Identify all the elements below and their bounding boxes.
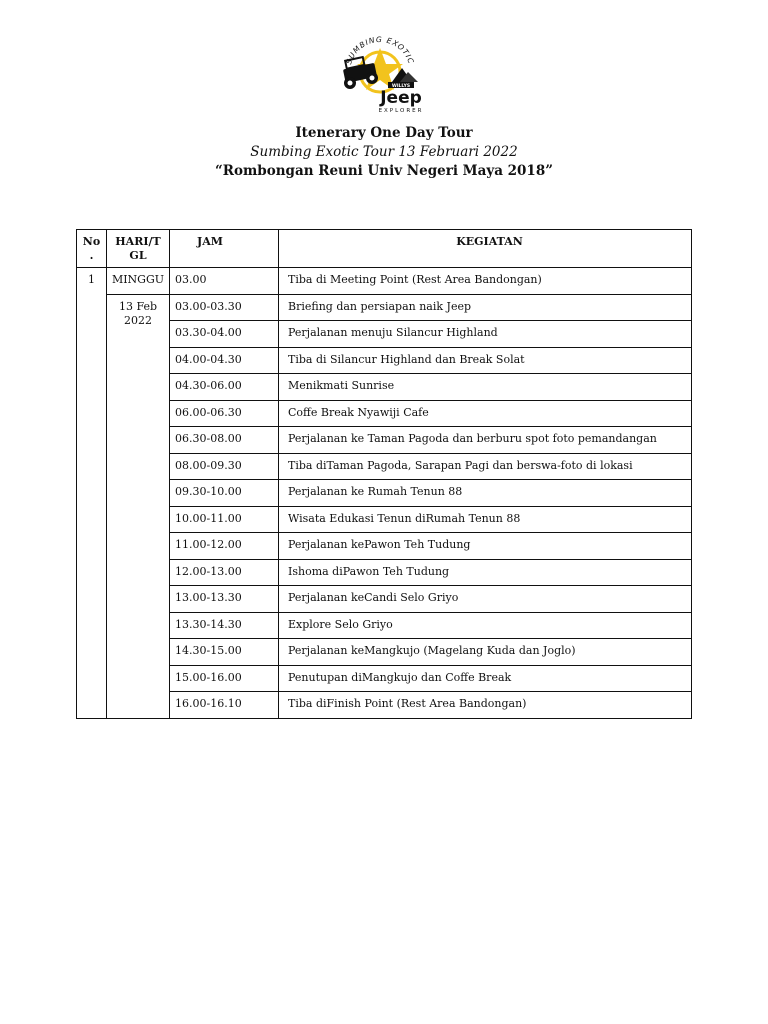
cell-no: 1 <box>77 268 107 719</box>
table-row <box>77 506 692 533</box>
cell-jam: 03.00 <box>170 268 279 295</box>
cell-kegiatan: Tiba diTaman Pagoda, Sarapan Pagi dan berswa-foto di lokasi <box>279 453 692 480</box>
document-group-name: “Rombongan Reuni Univ Negeri Maya 2018” <box>215 163 553 179</box>
column-header-kegiatan: KEGIATAN <box>279 230 692 268</box>
table-row <box>77 639 692 666</box>
sumbing-exotic-jeep-logo <box>330 30 430 116</box>
table-row <box>77 321 692 348</box>
cell-jam: 11.00-12.00 <box>170 533 279 560</box>
document-subtitle: Sumbing Exotic Tour 13 Februari 2022 <box>250 144 518 160</box>
cell-kegiatan: Coffe Break Nyawiji Cafe <box>279 400 692 427</box>
table-row <box>77 453 692 480</box>
table-row <box>77 374 692 401</box>
document-title: Itenerary One Day Tour <box>295 125 473 141</box>
svg-text:WILLYS: WILLYS <box>391 84 411 89</box>
svg-text:SUMBING EXOTIC: SUMBING EXOTIC <box>344 34 416 66</box>
cell-jam: 08.00-09.30 <box>170 453 279 480</box>
table-row <box>77 665 692 692</box>
cell-jam: 10.00-11.00 <box>170 506 279 533</box>
cell-jam: 13.00-13.30 <box>170 586 279 613</box>
cell-kegiatan: Penutupan diMangkujo dan Coffe Break <box>279 665 692 692</box>
cell-day-name: MINGGU <box>107 268 170 295</box>
cell-jam: 16.00-16.10 <box>170 692 279 719</box>
cell-jam: 09.30-10.00 <box>170 480 279 507</box>
table-row <box>77 400 692 427</box>
table-row <box>77 294 692 321</box>
column-header-day: HARI/T GL <box>107 230 170 268</box>
cell-jam: 13.30-14.30 <box>170 612 279 639</box>
document-header <box>0 124 768 181</box>
svg-text:EXPLORER: EXPLORER <box>378 108 424 114</box>
svg-text:Jeep: Jeep <box>380 88 422 108</box>
table-row <box>77 533 692 560</box>
table-row <box>77 268 692 295</box>
cell-kegiatan: Tiba diFinish Point (Rest Area Bandongan) <box>279 692 692 719</box>
cell-jam: 06.00-06.30 <box>170 400 279 427</box>
cell-date: 13 Feb 2022 <box>107 294 170 718</box>
table-row <box>77 480 692 507</box>
cell-kegiatan: Explore Selo Griyo <box>279 612 692 639</box>
cell-kegiatan: Ishoma diPawon Teh Tudung <box>279 559 692 586</box>
table-header-row <box>77 230 692 268</box>
table-row <box>77 586 692 613</box>
cell-kegiatan: Perjalanan keMangkujo (Magelang Kuda dan Joglo) <box>279 639 692 666</box>
cell-jam: 04.00-04.30 <box>170 347 279 374</box>
cell-jam: 03.30-04.00 <box>170 321 279 348</box>
cell-jam: 12.00-13.00 <box>170 559 279 586</box>
cell-jam: 06.30-08.00 <box>170 427 279 454</box>
cell-kegiatan: Tiba di Meeting Point (Rest Area Bandongan) <box>279 268 692 295</box>
cell-jam: 15.00-16.00 <box>170 665 279 692</box>
cell-kegiatan: Wisata Edukasi Tenun diRumah Tenun 88 <box>279 506 692 533</box>
column-header-no: No . <box>77 230 107 268</box>
itinerary-table <box>76 229 692 719</box>
cell-kegiatan: Perjalanan ke Rumah Tenun 88 <box>279 480 692 507</box>
cell-kegiatan: Perjalanan ke Taman Pagoda dan berburu spot foto pemandangan <box>279 427 692 454</box>
cell-kegiatan: Perjalanan keCandi Selo Griyo <box>279 586 692 613</box>
table-row <box>77 559 692 586</box>
table-row <box>77 427 692 454</box>
cell-jam: 04.30-06.00 <box>170 374 279 401</box>
table-row <box>77 692 692 719</box>
cell-jam: 03.00-03.30 <box>170 294 279 321</box>
cell-kegiatan: Perjalanan menuju Silancur Highland <box>279 321 692 348</box>
cell-kegiatan: Tiba di Silancur Highland dan Break Solat <box>279 347 692 374</box>
table-row <box>77 612 692 639</box>
cell-kegiatan: Briefing dan persiapan naik Jeep <box>279 294 692 321</box>
cell-kegiatan: Menikmati Sunrise <box>279 374 692 401</box>
table-row <box>77 347 692 374</box>
cell-kegiatan: Perjalanan kePawon Teh Tudung <box>279 533 692 560</box>
column-header-jam: JAM <box>170 230 279 268</box>
cell-jam: 14.30-15.00 <box>170 639 279 666</box>
